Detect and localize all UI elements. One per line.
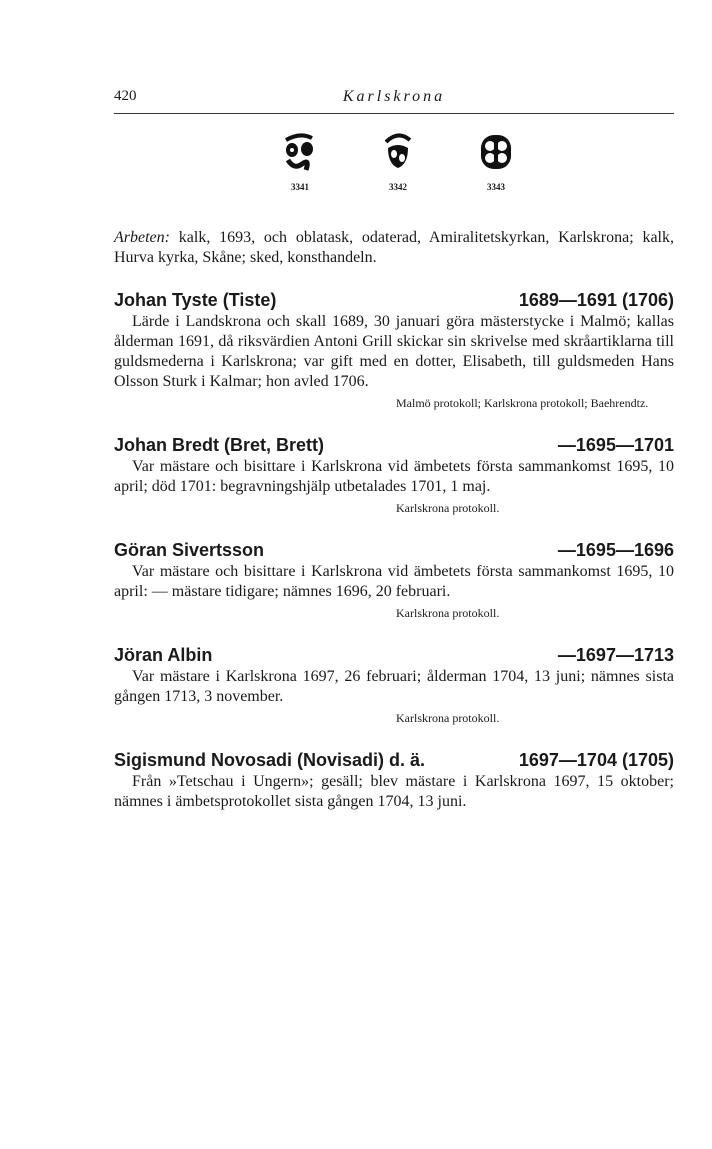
entry-dates: —1697—1713 bbox=[557, 645, 674, 665]
entry-dates: 1697—1704 (1705) bbox=[518, 750, 674, 770]
mark-3342 bbox=[368, 132, 428, 192]
mark-3341 bbox=[270, 132, 330, 192]
page-content bbox=[114, 228, 674, 834]
entry-sigismund-novosadi bbox=[114, 748, 674, 812]
entry-name: Johan Tyste (Tiste) bbox=[114, 290, 277, 310]
header-rule bbox=[114, 113, 674, 114]
maker-marks bbox=[270, 132, 530, 212]
entry-joran-albin bbox=[114, 643, 674, 726]
mark-number: 3341 bbox=[291, 182, 309, 192]
entry-body: Lärde i Landskrona och skall 1689, 30 januari göra mästerstycke i Malmö; kallas ålderman 1691, då riksvärdien Antoni Grill skickar sin skrivelse med skråartiklarna till guldsmederna i Karlskrona; var gift med en dotter, Elisabeth, till guldsmeden Hans Olsson Sturk i Kalmar; hon avled 1706. bbox=[114, 313, 674, 390]
entry-source: Karlskrona protokoll. bbox=[396, 606, 500, 620]
mark-3343 bbox=[466, 132, 526, 192]
entry-name: Göran Sivertsson bbox=[114, 540, 265, 560]
entry-body: Från »Tetschau i Ungern»; gesäll; blev mästare i Karlskrona 1697, 15 oktober; nämnes i ämbetsprotokollet sista gången 1704, 13 juni. bbox=[114, 773, 674, 810]
entry-johan-bredt bbox=[114, 433, 674, 516]
entry-name: Sigismund Novosadi (Novisadi) d. ä. bbox=[114, 750, 426, 770]
maker-mark-3342-icon bbox=[378, 132, 418, 172]
running-title: Karlskrona bbox=[342, 88, 446, 105]
entry-dates: —1695—1701 bbox=[557, 435, 674, 455]
works-paragraph bbox=[114, 228, 674, 268]
entry-body: Var mästare och bisittare i Karlskrona vid ämbetets första sammankomst 1695, 10 april; död 1701: begravningshjälp utbetalades 1701, 1 maj. bbox=[114, 458, 674, 495]
mark-number: 3343 bbox=[487, 182, 505, 192]
page-header bbox=[114, 88, 674, 114]
mark-number: 3342 bbox=[389, 182, 407, 192]
works-text: kalk, 1693, och oblatask, odaterad, Amiralitetskyrkan, Karlskrona; kalk, Hurva kyrka, Skåne; sked, konsthandeln. bbox=[114, 229, 675, 266]
entry-body: Var mästare i Karlskrona 1697, 26 februari; ålderman 1704, 13 juni; nämnes sista gången 1713, 3 november. bbox=[114, 668, 674, 705]
entry-source: Karlskrona protokoll. bbox=[396, 711, 500, 725]
entry-name: Jöran Albin bbox=[114, 645, 213, 665]
entry-name: Johan Bredt (Bret, Brett) bbox=[114, 435, 325, 455]
entry-source: Malmö protokoll; Karlskrona protokoll; Baehrendtz. bbox=[396, 396, 649, 410]
page-number: 420 bbox=[114, 88, 137, 104]
entry-dates: —1695—1696 bbox=[557, 540, 674, 560]
entry-goran-sivertsson bbox=[114, 538, 674, 621]
works-label: Arbeten: bbox=[114, 229, 170, 246]
entry-johan-tyste bbox=[114, 288, 674, 411]
maker-mark-3341-icon bbox=[280, 132, 320, 172]
entry-source: Karlskrona protokoll. bbox=[396, 501, 500, 515]
entry-dates: 1689—1691 (1706) bbox=[518, 290, 674, 310]
maker-mark-3343-icon bbox=[476, 132, 516, 172]
entry-body: Var mästare och bisittare i Karlskrona vid ämbetets första sammankomst 1695, 10 april: — mästare tidigare; nämnes 1696, 20 februari. bbox=[114, 563, 674, 600]
